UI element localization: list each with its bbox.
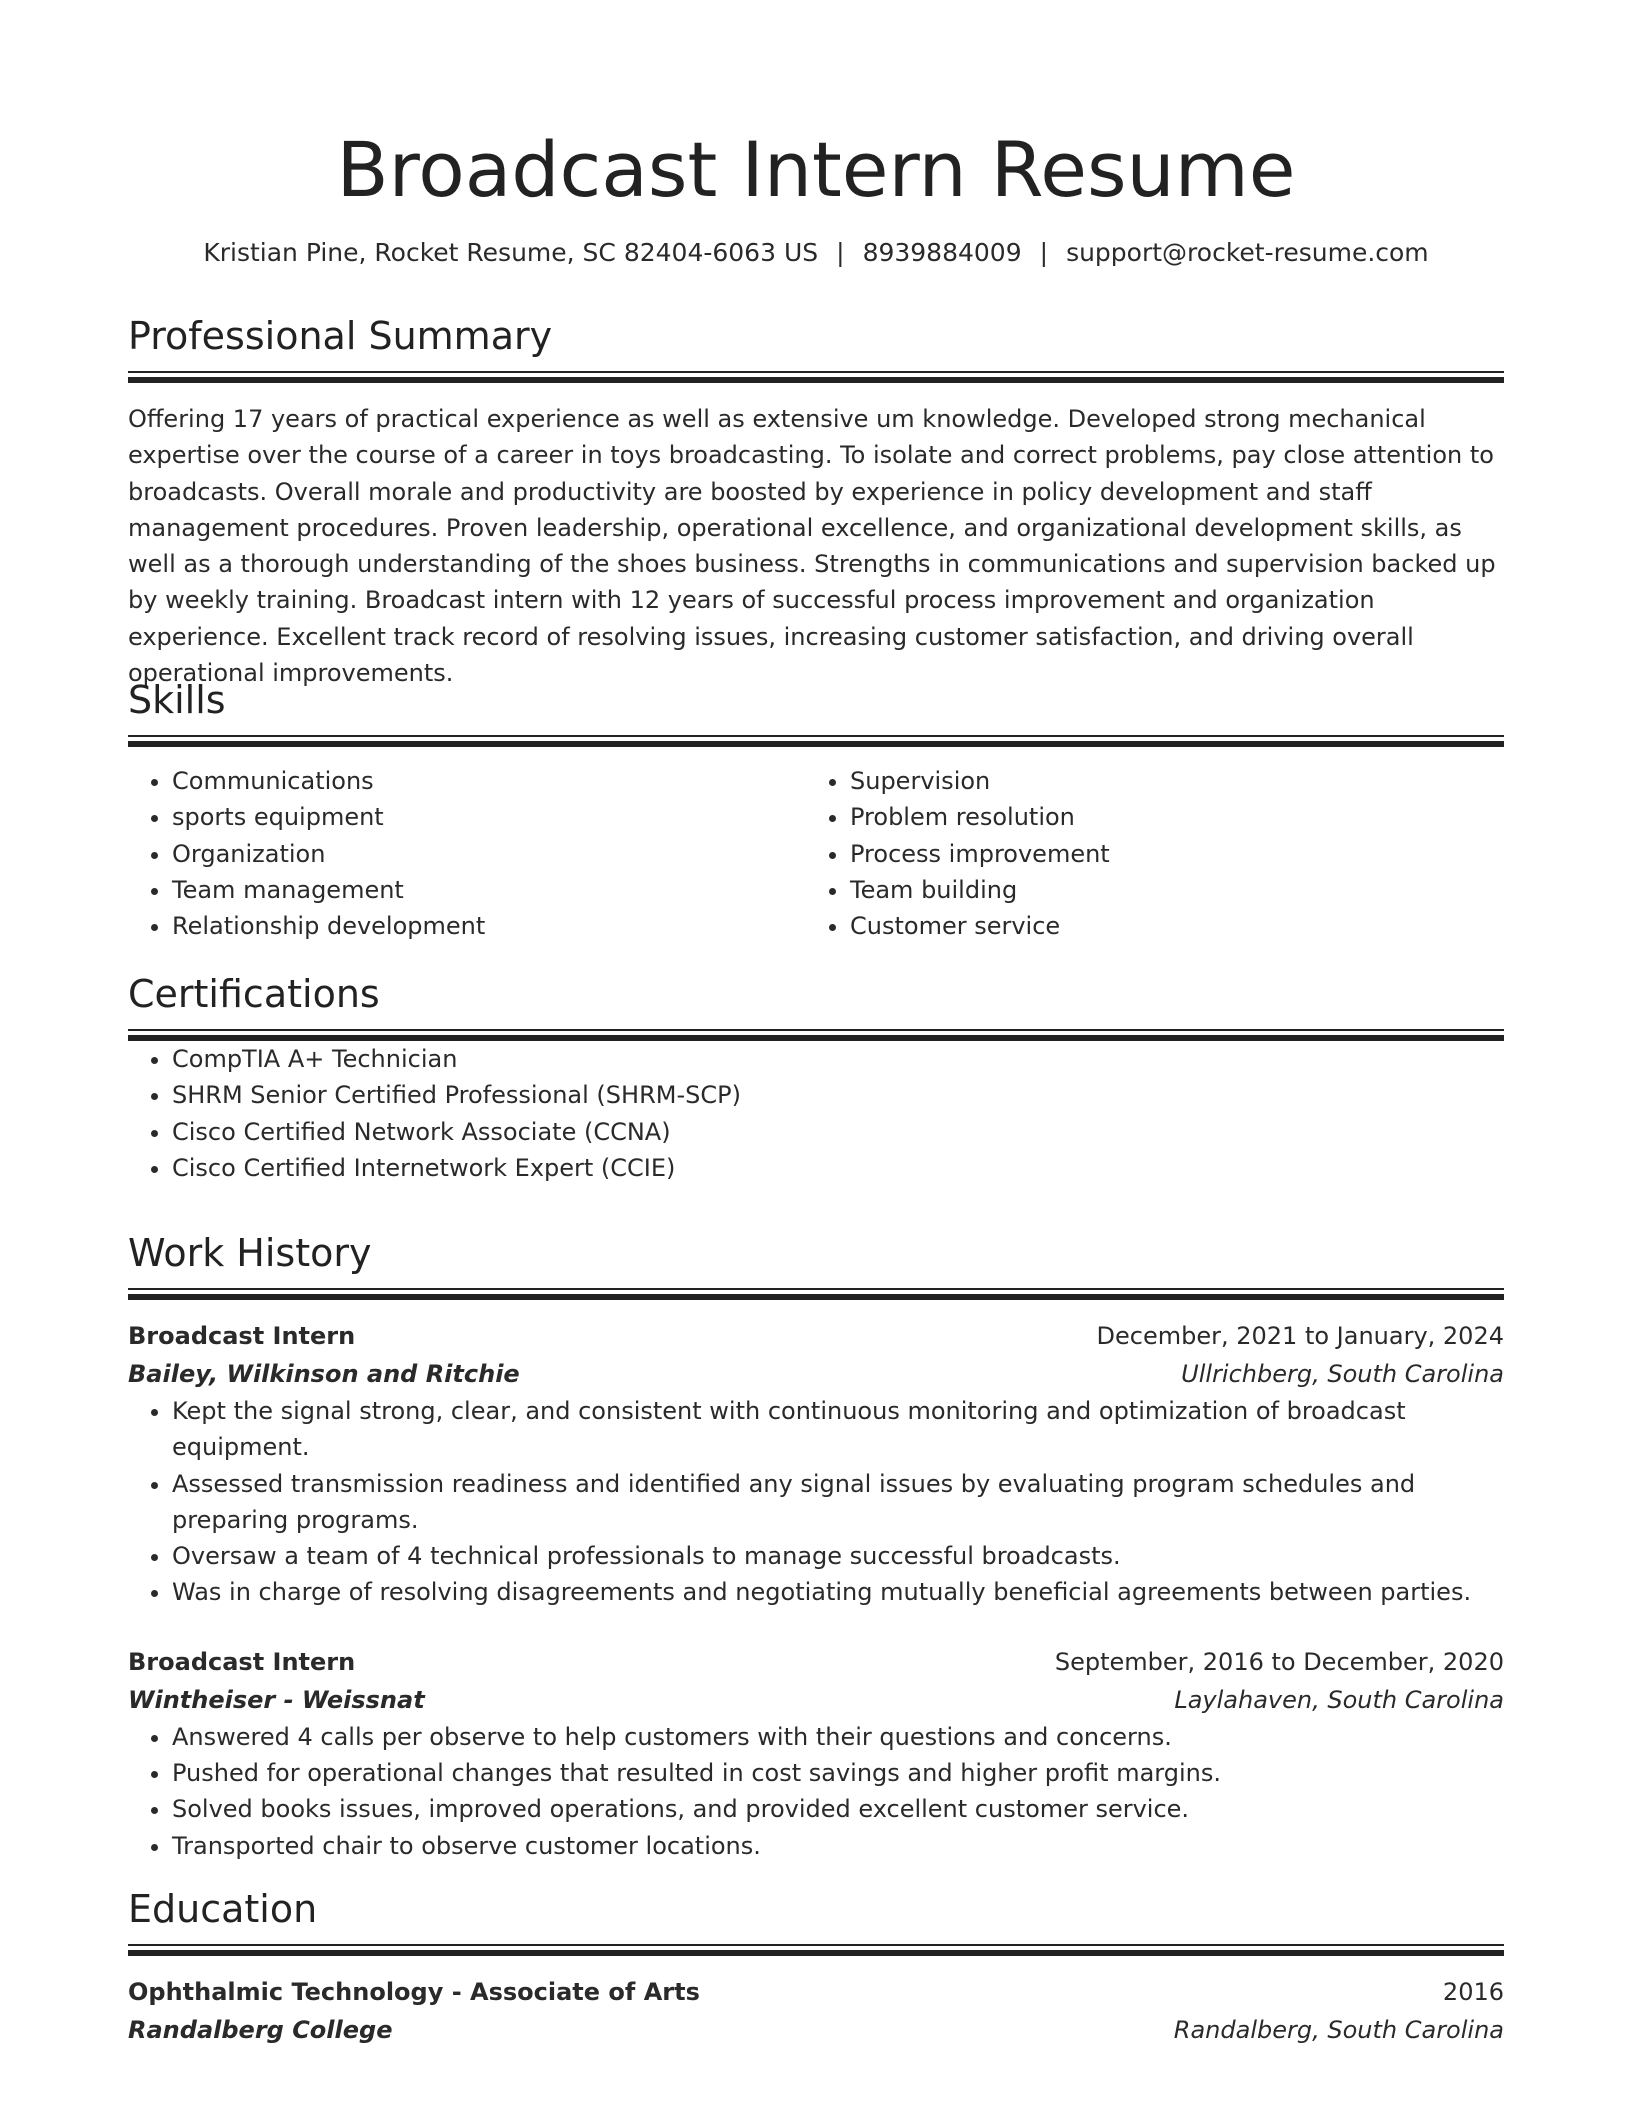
- skill-item: • Customer service: [850, 908, 1484, 944]
- education-header: [128, 1973, 1504, 2011]
- certification-item: • CompTIA A+ Technician: [172, 1041, 1504, 1077]
- summary-section: [128, 311, 1504, 691]
- job-bullet: • Answered 4 calls per observe to help customers with their questions and concerns.: [172, 1719, 1504, 1755]
- certifications-section: [128, 969, 1504, 1186]
- section-title-skills: Skills: [128, 678, 226, 722]
- skill-item: • Supervision: [850, 763, 1484, 799]
- certifications-list: [128, 1041, 1504, 1186]
- certification-item: • Cisco Certified Network Associate (CCNA): [172, 1114, 1504, 1150]
- job-company: Wintheiser - Weissnat: [128, 1685, 425, 1714]
- section-divider: [128, 1029, 1504, 1041]
- job-bullet: • Oversaw a team of 4 technical professionals to manage successful broadcasts.: [172, 1538, 1504, 1574]
- skill-item: • sports equipment: [172, 799, 806, 835]
- job-company: Bailey, Wilkinson and Ritchie: [128, 1360, 520, 1388]
- skills-column-right: [806, 763, 1484, 944]
- certification-item: • Cisco Certified Internetwork Expert (CCIE): [172, 1150, 1504, 1186]
- resume-page: [128, 0, 1504, 2044]
- section-title-education: Education: [128, 1887, 318, 1931]
- education-school: Randalberg College: [128, 2016, 393, 2044]
- job-title: Broadcast Intern: [128, 1647, 356, 1676]
- job-location: Ullrichberg, South Carolina: [1181, 1360, 1504, 1388]
- contact-phone: 8939884009: [862, 238, 1022, 267]
- summary-text: Offering 17 years of practical experience as well as extensive um knowledge. Developed strong mechanical expertise over the course of a career in toys broadcasting. To isolate and correct problems, pay close attention to broadcasts. Overall morale and productivity are boosted by experience in policy development and staff management procedures. Proven leadership, operational excellence, and organizational development skills, as well as a thorough understanding of the shoes business. Strengths in communications and supervision backed up by weekly training. Broadcast intern with 12 years of successful process improvement and organization experience. Excellent track record of resolving issues, increasing customer satisfaction, and driving overall operational improvements.: [128, 405, 1496, 688]
- section-divider: [128, 1944, 1504, 1956]
- section-title-summary: Professional Summary: [128, 314, 553, 358]
- job-bullet: • Assessed transmission readiness and identified any signal issues by evaluating program schedules and preparing programs.: [172, 1466, 1504, 1539]
- job-bullets: [128, 1393, 1504, 1611]
- job-title: Broadcast Intern: [128, 1322, 356, 1350]
- section-title-work-history: Work History: [128, 1231, 372, 1275]
- education-location: Randalberg, South Carolina: [1173, 2016, 1504, 2044]
- education-entry: [128, 1973, 1504, 2049]
- skills-grid: [128, 763, 1504, 944]
- job-subheader: [128, 1681, 1504, 1719]
- job-bullets: [128, 1719, 1504, 1864]
- section-divider: [128, 371, 1504, 383]
- skills-column-left: [128, 763, 806, 944]
- job-entry: [128, 1317, 1504, 1611]
- section-title-certifications: Certifications: [128, 972, 380, 1016]
- education-section: [128, 1884, 1504, 2049]
- job-dates: September, 2016 to December, 2020: [1054, 1647, 1504, 1676]
- job-dates: December, 2021 to January, 2024: [1096, 1322, 1504, 1350]
- job-header: [128, 1643, 1504, 1681]
- skill-item: • Organization: [172, 836, 806, 872]
- skill-item: • Team management: [172, 872, 806, 908]
- skill-item: • Problem resolution: [850, 799, 1484, 835]
- job-header: [128, 1317, 1504, 1355]
- skills-section: [128, 675, 1504, 944]
- skill-item: • Relationship development: [172, 908, 806, 944]
- education-degree: Ophthalmic Technology - Associate of Arts: [128, 1978, 700, 2006]
- skill-item: • Process improvement: [850, 836, 1484, 872]
- job-bullet: • Pushed for operational changes that resulted in cost savings and higher profit margins.: [172, 1755, 1504, 1791]
- page-title: Broadcast Intern Resume: [336, 125, 1296, 214]
- contact-separator: |: [836, 238, 845, 267]
- education-year: 2016: [1442, 1978, 1504, 2006]
- job-bullet: • Was in charge of resolving disagreements and negotiating mutually beneficial agreements between parties.: [172, 1574, 1504, 1610]
- skill-item: • Team building: [850, 872, 1484, 908]
- education-subheader: [128, 2011, 1504, 2049]
- job-entry: [128, 1643, 1504, 1864]
- section-divider: [128, 1288, 1504, 1300]
- contact-email: support@rocket-resume.com: [1066, 238, 1429, 267]
- job-subheader: [128, 1355, 1504, 1393]
- contact-line: [128, 236, 1504, 270]
- work-history-section: [128, 1228, 1504, 1864]
- certification-item: • SHRM Senior Certified Professional (SHRM-SCP): [172, 1077, 1504, 1113]
- contact-separator: |: [1039, 238, 1049, 267]
- contact-address: Kristian Pine, Rocket Resume, SC 82404-6063 US: [203, 238, 819, 267]
- job-bullet: • Solved books issues, improved operations, and provided excellent customer service.: [172, 1791, 1504, 1827]
- skills-list-right: [806, 763, 1484, 944]
- skills-list-left: [128, 763, 806, 944]
- job-bullet: • Transported chair to observe customer locations.: [172, 1828, 1504, 1864]
- section-divider: [128, 735, 1504, 747]
- skill-item: • Communications: [172, 763, 806, 799]
- job-location: Laylahaven, South Carolina: [1174, 1685, 1504, 1714]
- job-bullet: • Kept the signal strong, clear, and consistent with continuous monitoring and optimization of broadcast equipment.: [172, 1393, 1504, 1466]
